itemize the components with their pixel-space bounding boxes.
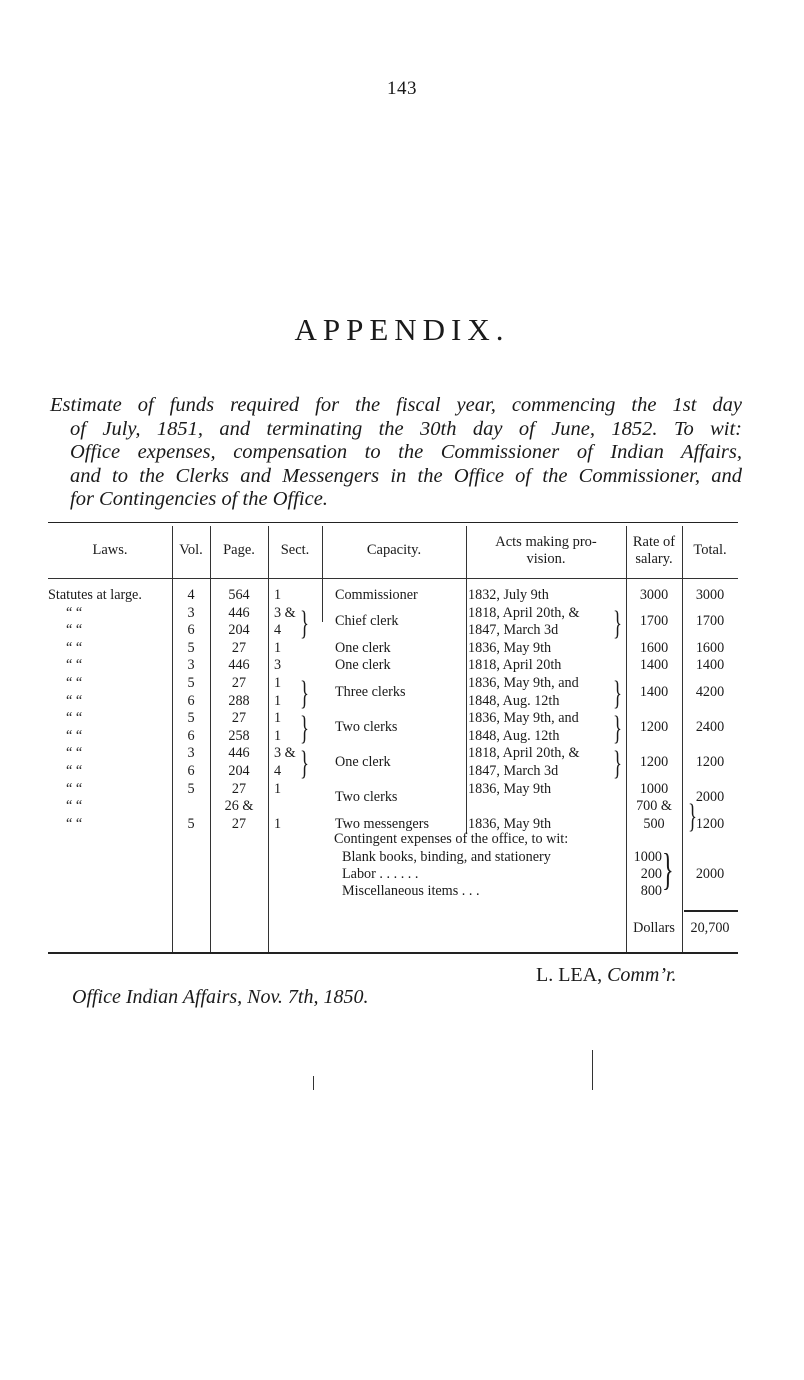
table-cell-page: 27	[231, 710, 247, 727]
brace-icon: }	[613, 745, 622, 783]
table-cell-sect: 3 &	[274, 604, 296, 621]
table-cell-capacity: One clerk	[335, 657, 391, 674]
brace-icon: }	[688, 798, 697, 836]
header-page: Page.	[223, 542, 255, 558]
brace-icon: }	[662, 845, 674, 894]
table-cell-acts: 1848, Aug. 12th	[468, 692, 560, 709]
table-cell-acts: 1818, April 20th	[468, 657, 562, 674]
contingent-item-label: Miscellaneous items . . .	[342, 883, 480, 899]
table-cell-rate: 1600	[639, 639, 669, 656]
table-cell-laws: “ “	[66, 763, 83, 779]
table-cell-capacity: Commissioner	[335, 587, 418, 603]
table-cell-acts: 1832, July 9th	[468, 587, 549, 603]
table-cell-acts: 1836, May 9th	[468, 639, 552, 656]
header-laws: Laws.	[92, 542, 128, 558]
table-cell-vol: 6	[187, 763, 195, 779]
table-cell-rate: 1200	[639, 719, 669, 735]
table-cell-total: 1200	[695, 754, 725, 771]
table-cell-vol: 6	[187, 692, 195, 709]
header-vol: Vol.	[179, 542, 203, 558]
signature-title: Comm’r.	[607, 964, 677, 986]
table-cell-sect: 4	[274, 763, 282, 779]
table-cell-page: 27	[231, 780, 247, 797]
table-cell-total: 1600	[695, 639, 725, 656]
signature-name: L. LEA,	[536, 964, 608, 986]
table-cell-page: 446	[228, 604, 250, 621]
table-cell-sect: 3 &	[274, 745, 296, 762]
table-cell-vol: 4	[187, 587, 195, 603]
table-cell-total: 1200	[695, 815, 725, 832]
table-cell-acts: 1848, Aug. 12th	[468, 727, 560, 744]
table-cell-laws: “ “	[66, 657, 83, 674]
table-cell-laws: Statutes at large.	[48, 587, 142, 603]
brace-icon: }	[300, 675, 309, 712]
appendix-title: APPENDIX.	[294, 312, 510, 347]
table-cell-rate: 1400	[639, 657, 669, 674]
brace-icon: }	[613, 710, 622, 748]
table-cell-capacity: Two clerks	[335, 789, 398, 806]
table-cell-laws: “ “	[66, 710, 83, 727]
table-cell-capacity: Two clerks	[335, 719, 398, 735]
table-cell-rate: 3000	[639, 587, 669, 603]
table-cell-vol: 5	[187, 780, 195, 797]
table-cell-capacity: Chief clerk	[335, 613, 399, 630]
table-cell-sect: 1	[274, 710, 282, 727]
table-cell-laws: “ “	[66, 780, 83, 797]
table-cell-capacity: One clerk	[335, 639, 391, 656]
table-cell-laws: “ “	[66, 675, 83, 691]
contingent-heading: Contingent expenses of the office, to wit:	[334, 831, 569, 847]
estimate-line-5: for Contingencies of the Office.	[70, 488, 328, 510]
estimate-paragraph	[50, 394, 742, 512]
contingent-item-label: Labor . . . . . .	[342, 866, 419, 882]
table-cell-vol: 5	[187, 815, 195, 832]
table-cell-sect: 4	[274, 622, 282, 639]
table-cell-sect: 1	[274, 780, 282, 797]
brace-icon: }	[613, 604, 622, 642]
table-cell-total: 2400	[695, 719, 725, 735]
table-cell-laws: “ “	[66, 815, 83, 832]
header-total: Total.	[693, 542, 727, 558]
table-cell-acts: 1836, May 9th	[468, 780, 552, 797]
estimate-line-2: of July, 1851, and terminating the 30th day of June, 1852. To wit:	[70, 417, 742, 440]
table-cell-page: 27	[231, 675, 247, 691]
table-cell-page: 27	[231, 815, 247, 832]
table-cell-capacity: Three clerks	[335, 683, 406, 700]
contingent-item-amount: 1000	[633, 849, 662, 865]
estimate-table	[48, 526, 738, 952]
header-rate: Rate of salary.	[632, 534, 676, 567]
table-cell-page: 258	[228, 727, 250, 744]
header-capacity: Capacity.	[366, 542, 422, 558]
table-cell-total: 1400	[695, 657, 725, 674]
table-cell-laws: “ “	[66, 745, 83, 762]
table-cell-page: 204	[228, 622, 250, 639]
table-cell-page: 26 &	[224, 798, 254, 815]
table-cell-vol: 3	[187, 745, 195, 762]
table-cell-page: 288	[228, 692, 250, 709]
contingent-item-label: Blank books, binding, and stationery	[342, 849, 551, 865]
table-cell-rate: 1000	[639, 780, 669, 797]
table-cell-sect: 1	[274, 587, 282, 603]
header-acts: Acts making pro- vision.	[495, 534, 597, 567]
estimate-line-4: and to the Clerks and Messengers in the Office of the Commissioner, and	[70, 464, 742, 487]
table-cell-laws: “ “	[66, 727, 83, 744]
contingent-item-amount: 200	[640, 866, 662, 882]
estimate-line-1: Estimate of funds required for the fiscal year, commencing the 1st day	[50, 394, 742, 416]
table-cell-acts: 1818, April 20th, &	[468, 745, 580, 762]
estimate-line-3: Office expenses, compensation to the Commissioner of Indian Affairs,	[70, 441, 742, 463]
column-divider	[466, 526, 467, 834]
table-bottom-rule	[48, 952, 738, 954]
sum-rule	[684, 910, 738, 912]
table-cell-capacity: Two messengers	[335, 815, 429, 832]
scan-mark	[592, 1050, 593, 1090]
table-cell-acts: 1818, April 20th, &	[468, 604, 580, 621]
page-number: 143	[387, 78, 417, 99]
table-cell-rate: 1700	[639, 613, 669, 630]
table-cell-sect: 1	[274, 692, 282, 709]
table-top-rule	[48, 522, 738, 523]
table-cell-acts: 1836, May 9th	[468, 815, 552, 832]
table-cell-sect: 3	[274, 657, 282, 674]
table-cell-sect: 1	[274, 639, 282, 656]
table-cell-vol: 5	[187, 639, 195, 656]
table-cell-total: 2000	[695, 789, 725, 806]
column-divider	[322, 526, 323, 622]
table-cell-total: 1700	[695, 613, 725, 630]
table-cell-vol: 3	[187, 604, 195, 621]
table-cell-rate: 1400	[639, 683, 669, 700]
table-cell-page: 204	[228, 763, 250, 779]
brace-icon: }	[300, 745, 309, 783]
table-cell-page: 446	[228, 657, 250, 674]
brace-icon: }	[613, 675, 622, 712]
table-cell-vol: 6	[187, 622, 195, 639]
table-cell-laws: “ “	[66, 604, 83, 621]
dollars-label: Dollars	[633, 920, 675, 936]
table-cell-vol: 6	[187, 727, 195, 744]
table-cell-sect: 1	[274, 675, 282, 691]
office-dateline: Office Indian Affairs, Nov. 7th, 1850.	[72, 986, 369, 1008]
header-rule	[48, 578, 738, 579]
table-cell-vol: 3	[187, 657, 195, 674]
table-cell-rate: 1200	[639, 754, 669, 771]
table-cell-page: 27	[231, 639, 247, 656]
table-cell-sect: 1	[274, 727, 282, 744]
brace-icon: }	[300, 710, 309, 748]
table-cell-vol: 5	[187, 675, 195, 691]
table-cell-acts: 1836, May 9th, and	[468, 675, 579, 691]
contingent-item-amount: 800	[640, 883, 662, 899]
scan-mark	[313, 1076, 314, 1090]
table-cell-sect: 1	[274, 815, 282, 832]
table-cell-vol: 5	[187, 710, 195, 727]
table-cell-laws: “ “	[66, 692, 83, 709]
column-divider	[268, 526, 269, 952]
table-cell-capacity: One clerk	[335, 754, 391, 771]
table-cell-rate: 500	[643, 815, 665, 832]
table-cell-acts: 1836, May 9th, and	[468, 710, 579, 727]
table-cell-laws: “ “	[66, 798, 83, 815]
table-cell-total: 4200	[695, 683, 725, 700]
table-cell-total: 3000	[695, 587, 725, 603]
table-cell-laws: “ “	[66, 639, 83, 656]
signature	[536, 964, 677, 987]
table-cell-page: 446	[228, 745, 250, 762]
table-cell-acts: 1847, March 3d	[468, 622, 559, 639]
grand-total: 20,700	[690, 920, 730, 936]
table-cell-page: 564	[228, 587, 250, 603]
table-cell-laws: “ “	[66, 622, 83, 639]
brace-icon: }	[300, 604, 309, 642]
header-sect: Sect.	[280, 542, 310, 558]
table-cell-acts: 1847, March 3d	[468, 763, 559, 779]
contingent-total: 2000	[695, 866, 725, 882]
table-cell-rate: 700 &	[636, 798, 672, 815]
